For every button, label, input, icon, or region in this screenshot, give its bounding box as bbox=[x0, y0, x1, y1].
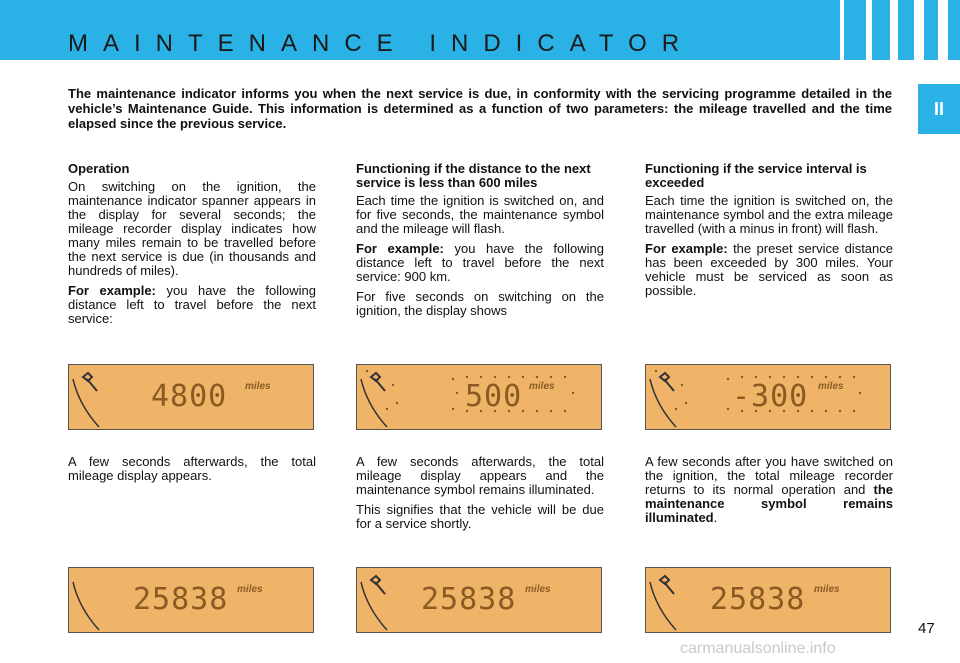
page-number: 47 bbox=[918, 620, 935, 637]
total-mileage-readout: 25838 bbox=[421, 582, 517, 617]
header-bar bbox=[0, 0, 960, 60]
operation-example bbox=[68, 284, 316, 326]
miles-unit: miles bbox=[245, 381, 271, 392]
display-panel bbox=[68, 567, 314, 633]
miles-unit: miles bbox=[818, 381, 844, 392]
after-bold: the maintenance symbol remains illuminated bbox=[645, 482, 893, 525]
miles-unit: miles bbox=[814, 584, 840, 595]
less-than-600-display-text: For five seconds on switching on the ignition, the display shows bbox=[356, 289, 604, 318]
example-label: For example: bbox=[645, 241, 728, 256]
total-mileage-readout: 25838 bbox=[710, 582, 806, 617]
example-text: you have the following distance left to travel before the next service: 900 km. bbox=[356, 241, 604, 284]
interval-exceeded-text: Each time the ignition is switched on, the maintenance symbol and the extra mileage travelled (with a minus in front) will flash. bbox=[645, 193, 893, 236]
operation-text: On switching on the ignition, the maintenance indicator spanner appears in the display for several seconds; the mileage recorder display indicates how many miles remain to be travelled before the next service is due (in thousands and hundreds of miles). bbox=[68, 179, 316, 278]
example-text: you have the following distance left to travel before the next service: bbox=[68, 283, 316, 326]
miles-unit: miles bbox=[529, 381, 555, 392]
less-than-600-heading: Functioning if the distance to the next service is less than 600 miles bbox=[356, 161, 591, 190]
total-mileage-readout: 25838 bbox=[133, 582, 229, 617]
less-than-600-example bbox=[356, 242, 604, 284]
operation-heading: Operation bbox=[68, 161, 130, 176]
example-label: For example: bbox=[68, 283, 156, 298]
mileage-readout: 4800 bbox=[151, 379, 228, 414]
example-label: For example: bbox=[356, 241, 444, 256]
intro-paragraph: The maintenance indicator informs you when the next service is due, in conformity with the servicing programme detailed in the vehicle’s Maintenance Guide. This information is determined as a function of two parameters: the mileage travelled and the time elapsed since the previous service. bbox=[68, 86, 892, 131]
section-tab-label: II bbox=[933, 99, 944, 119]
miles-unit: miles bbox=[237, 584, 263, 595]
column-interval-exceeded bbox=[645, 162, 893, 304]
column-interval-exceeded-after bbox=[645, 455, 893, 531]
display-panel bbox=[356, 364, 602, 430]
less-than-600-text: Each time the ignition is switched on, and for five seconds, the maintenance symbol and the mileage will flash. bbox=[356, 193, 604, 236]
interval-exceeded-example bbox=[645, 242, 893, 298]
column-operation-after bbox=[68, 455, 316, 489]
interval-exceeded-heading: Functioning if the service interval is exceeded bbox=[645, 161, 867, 190]
column-operation bbox=[68, 162, 316, 332]
miles-unit: miles bbox=[525, 584, 551, 595]
page-title: MAINTENANCE INDICATOR bbox=[68, 30, 695, 57]
mileage-readout: -300 bbox=[732, 379, 809, 414]
column-less-than-600 bbox=[356, 162, 604, 324]
after-end: . bbox=[713, 510, 718, 525]
operation-after-text: A few seconds afterwards, the total mileage display appears. bbox=[68, 454, 316, 483]
column-less-than-600-after bbox=[356, 455, 604, 537]
display-panel bbox=[645, 567, 891, 633]
display-panel bbox=[68, 364, 314, 430]
watermark: carmanualsonline.info bbox=[680, 640, 836, 657]
display-panel bbox=[645, 364, 891, 430]
less-than-600-after-1: A few seconds afterwards, the total mileage display appears and the maintenance symbol remains illuminated. bbox=[356, 454, 604, 497]
less-than-600-after-2: This signifies that the vehicle will be due for a service shortly. bbox=[356, 502, 604, 531]
mileage-readout: 500 bbox=[465, 379, 523, 414]
section-tab[interactable] bbox=[918, 84, 960, 134]
header-stripes bbox=[840, 0, 960, 60]
display-panel bbox=[356, 567, 602, 633]
example-text: the preset service distance has been exceeded by 300 miles. Your vehicle must be serviced as soon as possible. bbox=[645, 241, 893, 298]
after-plain: A few seconds after you have switched on the ignition, the total mileage recorder returns to its normal operation and bbox=[645, 454, 893, 497]
interval-exceeded-after bbox=[645, 455, 893, 525]
